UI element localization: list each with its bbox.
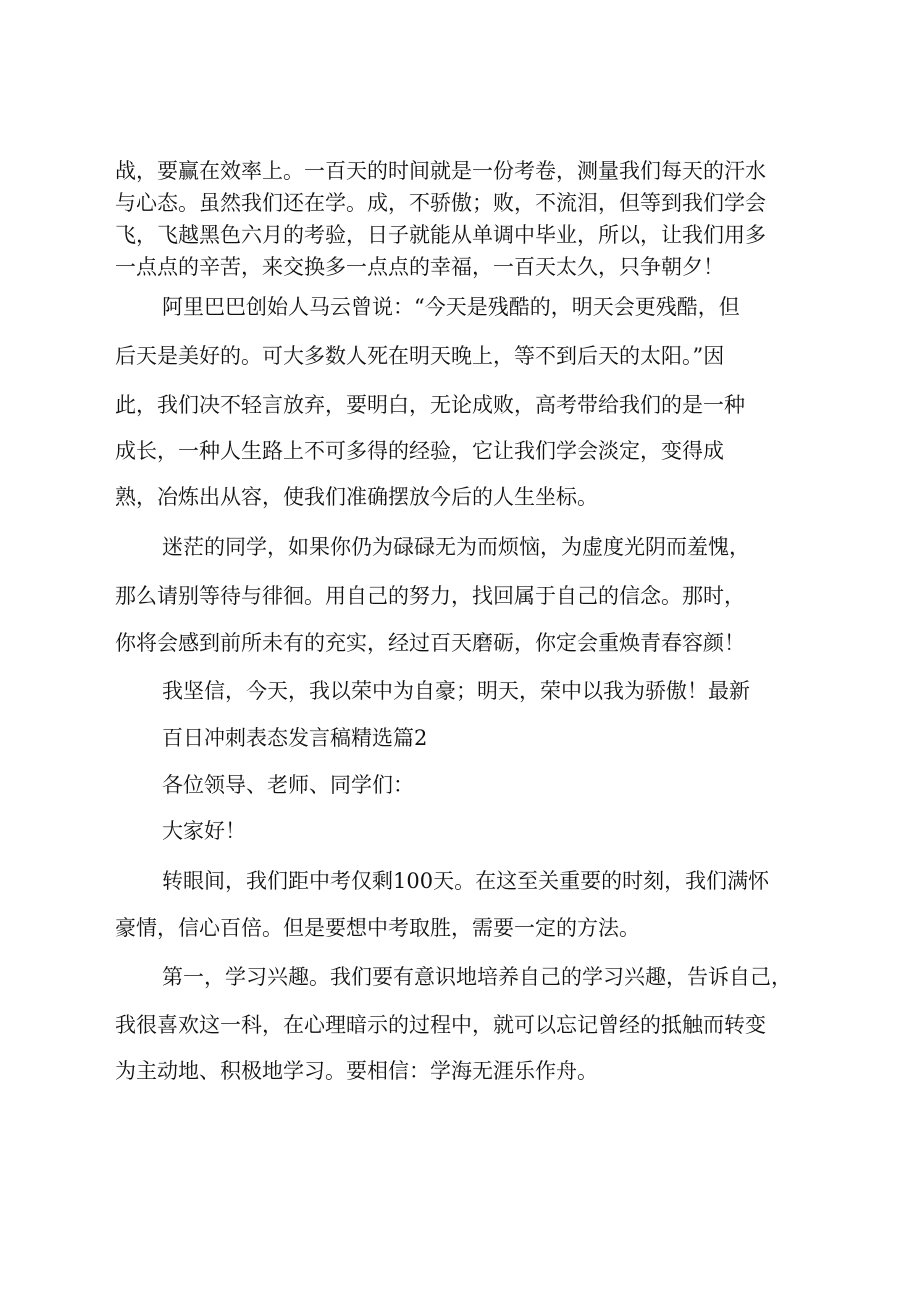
paragraph-line: 此，我们决不轻言放弃，要明白，无论成败，高考带给我们的是一种 [115,393,745,417]
salutation: 各位领导、老师、同学们： [162,773,414,797]
paragraph-line: 你将会感到前所未有的充实，经过百天磨砺，你定会重焕青春容颜！ [115,631,745,655]
paragraph-line: 我很喜欢这一科，在心理暗示的过程中，就可以忘记曾经的抵触而转变 [115,1013,766,1037]
paragraph-line: 后天是美好的。可大多数人死在明天晚上，等不到后天的太阳。”因 [115,344,725,368]
paragraph-line: 战，要赢在效率上。一百天的时间就是一份考卷，测量我们每天的汗水 [115,159,766,183]
paragraph-line: 为主动地、积极地学习。要相信：学海无涯乐作舟。 [115,1059,598,1083]
paragraph-line: 第一，学习兴趣。我们要有意识地培养自己的学习兴趣，告诉自己， [162,965,792,989]
section-title: 百日冲刺表态发言稿精选篇2 [162,726,428,750]
paragraph-line: 一点点的辛苦，来交换多一点点的幸福，一百天太久，只争朝夕！ [115,255,724,279]
paragraph-line: 豪情，信心百倍。但是要想中考取胜，需要一定的方法。 [115,916,640,940]
paragraph-line: 熟，冶炼出从容，使我们准确摆放今后的人生坐标。 [115,485,598,509]
paragraph-line: 迷茫的同学，如果你仍为碌碌无为而烦恼，为虚度光阴而羞愧， [162,535,750,559]
paragraph-line: 与心态。虽然我们还在学。成，不骄傲；败，不流泪，但等到我们学会 [115,191,766,215]
paragraph-line: 阿里巴巴创始人马云曾说：“今天是残酷的，明天会更残酷，但 [162,295,740,319]
paragraph-line: 飞，飞越黑色六月的考验，日子就能从单调中毕业，所以，让我们用多 [115,223,766,247]
paragraph-line: 成长，一种人生路上不可多得的经验，它让我们学会淡定，变得成 [115,439,724,463]
greeting: 大家好！ [162,819,246,843]
paragraph-line: 我坚信，今天，我以荣中为自豪；明天，荣中以我为骄傲！最新 [162,679,750,703]
paragraph-line: 那么请别等待与徘徊。用自己的努力，找回属于自己的信念。那时， [115,584,745,608]
paragraph-line: 转眼间，我们距中考仅剩100天。在这至关重要的时刻，我们满怀 [162,869,770,893]
